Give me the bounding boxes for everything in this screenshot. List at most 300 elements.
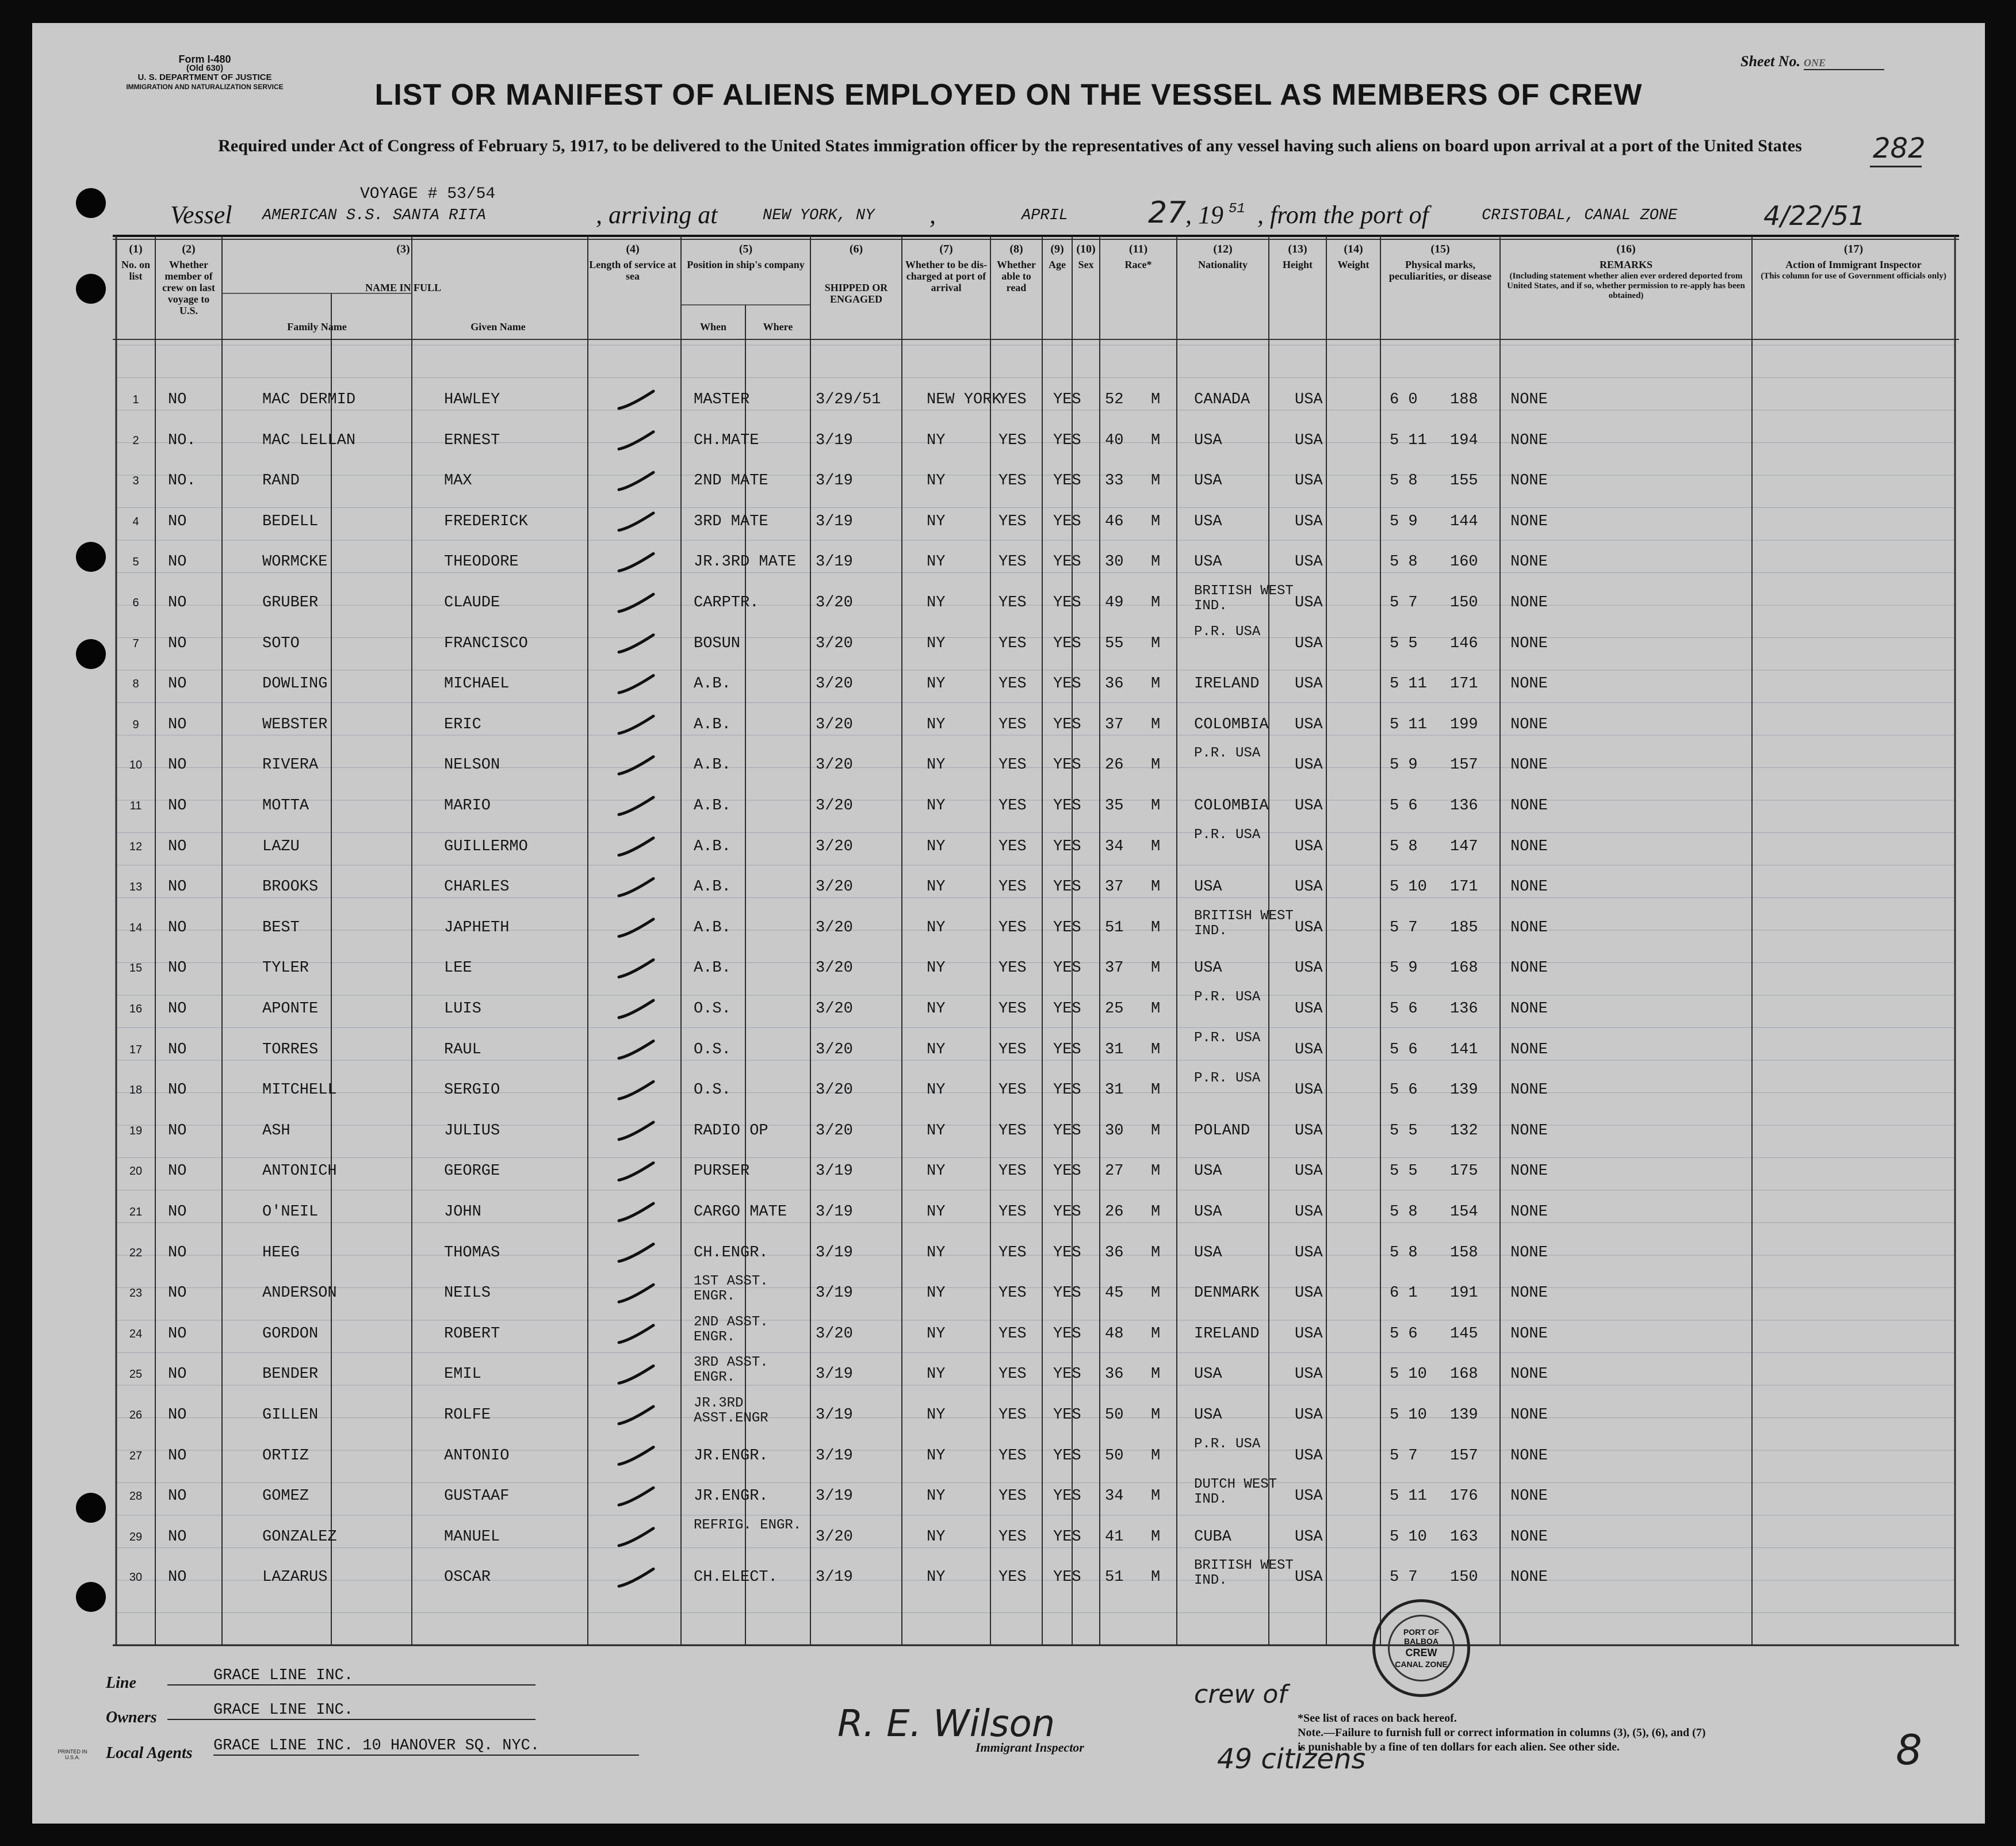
height-cell: 5 11 (1390, 716, 1427, 733)
height-cell: 5 7 (1390, 1447, 1418, 1465)
height-cell: 5 9 (1390, 756, 1418, 774)
shipped-where-cell: NY (927, 675, 946, 693)
height-cell: 6 0 (1390, 391, 1418, 408)
able-to-read-cell: YES (1053, 1325, 1081, 1343)
physical-marks-cell: NONE (1510, 1366, 1548, 1383)
position-cell: 3RD ASST. ENGR. (694, 1355, 768, 1386)
family-name-cell: BEST (262, 919, 300, 937)
agents-value: GRACE LINE INC. 10 HANOVER SQ. NYC. (213, 1737, 639, 1756)
column-number: (2) (182, 243, 196, 255)
shipped-when-cell: 3/19 (816, 553, 853, 571)
agents-label: Local Agents (106, 1744, 193, 1762)
nationality-cell: USA (1295, 1244, 1323, 1262)
service-check-mark (619, 716, 653, 733)
given-name-cell: FREDERICK (444, 513, 528, 530)
weight-cell: 188 (1450, 391, 1478, 408)
weight-cell: 185 (1450, 919, 1478, 937)
discharge-cell: YES (999, 1122, 1027, 1140)
race-cell: USA (1194, 1244, 1222, 1262)
failure-note: Note.—Failure to furnish full or correct information in columns (3), (5), (6), and (7) (1298, 1726, 1706, 1739)
nationality-cell: USA (1295, 878, 1323, 896)
shipped-where-cell: NY (927, 878, 946, 896)
given-name-cell: RAUL (444, 1041, 481, 1058)
nationality-cell: USA (1295, 1122, 1323, 1140)
physical-marks-cell: NONE (1510, 797, 1548, 815)
weight-cell: 157 (1450, 1447, 1478, 1465)
given-name-cell: ERNEST (444, 431, 500, 449)
column-number: (6) (849, 243, 863, 255)
family-name-cell: APONTE (262, 1000, 319, 1018)
able-to-read-cell: YES (1053, 838, 1081, 855)
sex-cell: M (1151, 1163, 1161, 1180)
given-name-cell: THEODORE (444, 553, 519, 571)
given-name-cell: CHARLES (444, 878, 510, 896)
prev-crew-cell: NO (168, 1244, 187, 1262)
race-cell: USA (1194, 960, 1222, 977)
age-cell: 37 (1105, 716, 1124, 733)
shipped-where-cell: NY (927, 472, 946, 490)
age-cell: 46 (1105, 513, 1124, 530)
service-check-mark (619, 1122, 653, 1140)
height-cell: 5 7 (1390, 594, 1418, 611)
row-number: 19 (129, 1124, 143, 1137)
height-cell: 5 8 (1390, 553, 1418, 571)
prev-crew-cell: NO (168, 1041, 187, 1058)
position-cell: O.S. (694, 1081, 731, 1099)
page-subtitle: Required under Act of Congress of February 5, 1917, to be delivered to the United States immigration officer by the representatives of any vessel having such aliens on board upon arrival at a port of the United States (218, 136, 1802, 155)
row-number: 4 (132, 515, 139, 528)
race-cell: IRELAND (1194, 675, 1260, 693)
discharge-cell: YES (999, 838, 1027, 855)
column-header: Height (1283, 259, 1313, 270)
race-cell: BRITISH WEST IND. (1194, 583, 1294, 614)
column-number: (1) (129, 243, 143, 255)
shipped-when-cell: 3/20 (816, 960, 853, 977)
age-cell: 51 (1105, 919, 1124, 937)
physical-marks-cell: NONE (1510, 960, 1548, 977)
able-to-read-cell: YES (1053, 1285, 1081, 1302)
age-cell: 55 (1105, 635, 1124, 652)
discharge-cell: YES (999, 716, 1027, 733)
race-cell: CUBA (1194, 1528, 1231, 1546)
column-header: Whether to be dis-charged at port of arrival (905, 259, 988, 293)
given-name-cell: GUILLERMO (444, 838, 528, 855)
weight-cell: 199 (1450, 716, 1478, 733)
arriving-value: NEW YORK, NY (763, 207, 875, 224)
stamp-top-text: PORT OF BALBOA (1403, 1627, 1440, 1646)
race-cell: IRELAND (1194, 1325, 1260, 1343)
shipped-where-cell: NY (927, 1081, 946, 1099)
line-label: Line (106, 1674, 136, 1692)
family-name-cell: ASH (262, 1122, 290, 1140)
physical-marks-cell: NONE (1510, 1285, 1548, 1302)
shipped-where-cell: NY (927, 756, 946, 774)
discharge-cell: YES (999, 391, 1027, 408)
nationality-cell: USA (1295, 472, 1323, 490)
shipped-where-cell: NY (927, 716, 946, 733)
nationality-cell: USA (1295, 1041, 1323, 1058)
position-cell: A.B. (694, 838, 731, 855)
nationality-cell: USA (1295, 716, 1323, 733)
port-of-balboa-stamp (1372, 1599, 1470, 1697)
physical-marks-cell: NONE (1510, 675, 1548, 693)
nationality-cell: USA (1295, 1366, 1323, 1383)
given-name-cell: ROLFE (444, 1407, 491, 1424)
column-number: (7) (939, 243, 953, 255)
physical-marks-cell: NONE (1510, 1488, 1548, 1505)
family-name-cell: WORMCKE (262, 553, 328, 571)
discharge-cell: YES (999, 553, 1027, 571)
row-number: 25 (129, 1368, 143, 1381)
shipped-when-cell: 3/20 (816, 1000, 853, 1018)
prev-crew-cell: NO (168, 594, 187, 611)
count-note-annotation: 49 citizens (1217, 1743, 1366, 1775)
height-cell: 5 10 (1390, 1407, 1427, 1424)
discharge-cell: YES (999, 960, 1027, 977)
column-header: No. on list (121, 259, 150, 282)
given-name-cell: OSCAR (444, 1569, 491, 1587)
service-check-mark (619, 1488, 653, 1505)
nationality-cell: USA (1295, 553, 1323, 571)
given-name-cell: LEE (444, 960, 472, 977)
service-check-mark (619, 553, 653, 571)
nationality-cell: USA (1295, 1528, 1323, 1546)
given-name-cell: LUIS (444, 1000, 481, 1018)
vessel-label: Vessel (170, 201, 232, 229)
nationality-cell: USA (1295, 1285, 1323, 1302)
shipped-where-cell: NY (927, 1041, 946, 1058)
discharge-cell: YES (999, 594, 1027, 611)
service-check-mark (619, 838, 653, 855)
column-number: (9) (1050, 243, 1064, 255)
weight-cell: 155 (1450, 472, 1478, 490)
nationality-cell: USA (1295, 1569, 1323, 1587)
service-check-mark (619, 513, 653, 530)
age-cell: 26 (1105, 1203, 1124, 1221)
weight-cell: 168 (1450, 960, 1478, 977)
service-check-mark (619, 919, 653, 937)
family-name-cell: BEDELL (262, 513, 319, 530)
physical-marks-cell: NONE (1510, 1325, 1548, 1343)
column-number: (14) (1344, 243, 1363, 255)
crew-note-annotation: crew of (1194, 1680, 1287, 1709)
family-name-cell: GRUBER (262, 594, 319, 611)
height-cell: 5 6 (1390, 1041, 1418, 1058)
row-number: 30 (129, 1571, 143, 1584)
sex-cell: M (1151, 756, 1161, 774)
weight-cell: 157 (1450, 756, 1478, 774)
column-header: Whether able to read (997, 259, 1036, 293)
weight-cell: 144 (1450, 513, 1478, 530)
given-name-cell: JAPHETH (444, 919, 510, 937)
discharge-cell: YES (999, 1203, 1027, 1221)
race-cell: P.R. USA (1194, 746, 1261, 762)
position-cell: CH.ENGR. (694, 1244, 768, 1262)
weight-cell: 163 (1450, 1528, 1478, 1546)
able-to-read-cell: YES (1053, 797, 1081, 815)
weight-cell: 147 (1450, 838, 1478, 855)
service-check-mark (619, 960, 653, 977)
arrival-year-suffix: 51 (1229, 201, 1245, 217)
row-number: 14 (129, 921, 143, 934)
able-to-read-cell: YES (1053, 1041, 1081, 1058)
shipped-when-cell: 3/20 (816, 756, 853, 774)
height-cell: 5 10 (1390, 1366, 1427, 1383)
shipped-when-cell: 3/20 (816, 635, 853, 652)
position-cell: BOSUN (694, 635, 741, 652)
shipped-when-cell: 3/19 (816, 1163, 853, 1180)
prev-crew-cell: NO. (168, 431, 196, 449)
prev-crew-cell: NO (168, 1407, 187, 1424)
column-header: Race* (1124, 259, 1152, 270)
given-name-cell: ERIC (444, 716, 481, 733)
physical-marks-cell: NONE (1510, 513, 1548, 530)
family-name-cell: RIVERA (262, 756, 319, 774)
shipped-where-cell: NY (927, 960, 946, 977)
service-check-mark (619, 432, 653, 449)
position-cell: REFRIG. ENGR. (694, 1517, 802, 1533)
position-cell: CARPTR. (694, 594, 759, 611)
prev-crew-cell: NO (168, 919, 187, 937)
service-check-mark (619, 1244, 653, 1262)
family-name-cell: TYLER (262, 960, 309, 977)
position-cell: 2ND MATE (694, 472, 768, 490)
sex-cell: M (1151, 513, 1161, 530)
column-number: (4) (626, 243, 640, 255)
physical-marks-cell: NONE (1510, 1447, 1548, 1465)
sex-cell: M (1151, 1366, 1161, 1383)
race-cell: COLOMBIA (1194, 797, 1269, 815)
family-name-cell: GOMEZ (262, 1488, 309, 1505)
sex-cell: M (1151, 472, 1161, 490)
age-cell: 45 (1105, 1285, 1124, 1302)
age-cell: 50 (1105, 1407, 1124, 1424)
manifest-sheet (32, 23, 1985, 1824)
arriving-label: , arriving at (596, 201, 718, 229)
printer-mark: PRINTED IN U.S.A. (58, 1749, 87, 1760)
shipped-where-cell: NY (927, 513, 946, 530)
given-name-cell: SERGIO (444, 1081, 500, 1099)
age-cell: 27 (1105, 1163, 1124, 1180)
nationality-cell: USA (1295, 1325, 1323, 1343)
family-name-cell: GILLEN (262, 1407, 319, 1424)
service-check-mark (619, 1366, 653, 1383)
height-cell: 5 8 (1390, 1203, 1418, 1221)
weight-cell: 158 (1450, 1244, 1478, 1262)
races-note: *See list of races on back hereof. (1298, 1712, 1457, 1725)
column-number: (11) (1128, 243, 1148, 255)
position-cell: CH.MATE (694, 431, 759, 449)
row-number: 28 (129, 1490, 143, 1503)
physical-marks-cell: NONE (1510, 1163, 1548, 1180)
family-name-cell: GORDON (262, 1325, 319, 1343)
age-cell: 36 (1105, 675, 1124, 693)
physical-marks-cell: NONE (1510, 553, 1548, 571)
height-cell: 5 5 (1390, 1122, 1418, 1140)
family-name-cell: GONZALEZ (262, 1528, 337, 1546)
nationality-cell: USA (1295, 1407, 1323, 1424)
able-to-read-cell: YES (1053, 635, 1081, 652)
row-number: 11 (129, 800, 142, 812)
sex-cell: M (1151, 919, 1161, 937)
weight-cell: 136 (1450, 797, 1478, 815)
shipped-where-cell: NY (927, 1122, 946, 1140)
arriving-comma: , (929, 201, 936, 229)
row-number: 3 (132, 475, 139, 488)
prev-crew-cell: NO (168, 1447, 187, 1465)
shipped-when-cell: 3/19 (816, 1244, 853, 1262)
height-cell: 5 9 (1390, 960, 1418, 977)
race-cell: USA (1194, 553, 1222, 571)
physical-marks-cell: NONE (1510, 878, 1548, 896)
discharge-cell: YES (999, 1325, 1027, 1343)
age-cell: 35 (1105, 797, 1124, 815)
race-cell: USA (1194, 1163, 1222, 1180)
position-cell: MASTER (694, 391, 750, 408)
column-header-detail: (Including statement whether alien ever ordered deported from United States, and if so, whether permission to re-apply has been obtained) (1507, 272, 1745, 300)
family-name-cell: LAZARUS (262, 1569, 328, 1587)
physical-marks-cell: NONE (1510, 635, 1548, 652)
nationality-cell: USA (1295, 756, 1323, 774)
prev-crew-cell: NO (168, 1163, 187, 1180)
able-to-read-cell: YES (1053, 1528, 1081, 1546)
column-number: (17) (1843, 243, 1864, 255)
row-number: 24 (129, 1327, 143, 1340)
column-header: Whether member of crew on last voyage to U.S. (162, 259, 215, 316)
height-cell: 5 6 (1390, 1000, 1418, 1018)
shipped-when-cell: 3/19 (816, 1407, 853, 1424)
physical-marks-cell: NONE (1510, 1244, 1548, 1262)
column-number: (10) (1076, 243, 1096, 255)
age-cell: 36 (1105, 1366, 1124, 1383)
column-number: (8) (1009, 243, 1023, 255)
shipped-when-cell: 3/19 (816, 1447, 853, 1465)
physical-marks-cell: NONE (1510, 838, 1548, 855)
row-number: 9 (132, 718, 139, 731)
position-cell: A.B. (694, 716, 731, 733)
vessel-value: AMERICAN S.S. SANTA RITA (262, 207, 486, 224)
sex-cell: M (1151, 1325, 1161, 1343)
discharge-cell: YES (999, 1244, 1027, 1262)
age-cell: 34 (1105, 838, 1124, 855)
prev-crew-cell: NO (168, 1366, 187, 1383)
physical-marks-cell: NONE (1510, 756, 1548, 774)
race-cell: BRITISH WEST IND. (1194, 1558, 1294, 1589)
prev-crew-cell: NO (168, 797, 187, 815)
row-number: 6 (132, 597, 139, 609)
service-check-mark (619, 1285, 653, 1302)
shipped-when-cell: 3/19 (816, 513, 853, 530)
sex-cell: M (1151, 1244, 1161, 1262)
prev-crew-cell: NO (168, 1081, 187, 1099)
nationality-cell: USA (1295, 960, 1323, 977)
position-cell: 3RD MATE (694, 513, 768, 530)
shipped-where-cell: NY (927, 431, 946, 449)
family-name-cell: MAC LELLAN (262, 431, 356, 449)
family-name-cell: WEBSTER (262, 716, 328, 733)
age-cell: 36 (1105, 1244, 1124, 1262)
given-name-cell: MARIO (444, 797, 491, 815)
weight-cell: 139 (1450, 1407, 1478, 1424)
column-subheader: When (699, 321, 726, 332)
nationality-cell: USA (1295, 1488, 1323, 1505)
owners-label: Owners (106, 1709, 157, 1726)
nationality-cell: USA (1295, 675, 1323, 693)
family-name-cell: MAC DERMID (262, 391, 356, 408)
able-to-read-cell: YES (1053, 1488, 1081, 1505)
column-header: SHIPPED OR ENGAGED (824, 282, 888, 305)
height-cell: 5 8 (1390, 1244, 1418, 1262)
row-number: 27 (129, 1449, 143, 1462)
position-cell: A.B. (694, 675, 731, 693)
position-cell: A.B. (694, 756, 731, 774)
position-cell: JR.3RD ASST.ENGR (694, 1396, 768, 1426)
column-header: Action of Immigrant Inspector (1785, 259, 1922, 270)
prev-crew-cell: NO (168, 635, 187, 652)
able-to-read-cell: YES (1053, 1569, 1081, 1587)
penalty-note: is punishable by a fine of ten dollars for each alien. See other side. (1298, 1741, 1620, 1753)
sex-cell: M (1151, 1569, 1161, 1587)
discharge-cell: YES (999, 1163, 1027, 1180)
service-check-mark (619, 675, 653, 693)
column-header: NAME IN FULL (365, 282, 441, 293)
service-check-mark (619, 878, 653, 896)
family-name-cell: BENDER (262, 1366, 319, 1383)
family-name-cell: RAND (262, 472, 300, 490)
prev-crew-cell: NO (168, 1122, 187, 1140)
row-number: 5 (132, 556, 139, 569)
prev-crew-cell: NO (168, 1488, 187, 1505)
given-name-cell: THOMAS (444, 1244, 500, 1262)
discharge-cell: YES (999, 919, 1027, 937)
row-number: 2 (132, 434, 139, 447)
sex-cell: M (1151, 878, 1161, 896)
position-cell: O.S. (694, 1041, 731, 1058)
age-cell: 31 (1105, 1081, 1124, 1099)
weight-cell: 150 (1450, 594, 1478, 611)
height-cell: 5 6 (1390, 1325, 1418, 1343)
nationality-cell: USA (1295, 594, 1323, 611)
weight-cell: 168 (1450, 1366, 1478, 1383)
given-name-cell: GEORGE (444, 1163, 500, 1180)
column-number: (13) (1288, 243, 1307, 255)
position-cell: 2ND ASST. ENGR. (694, 1314, 768, 1345)
able-to-read-cell: YES (1053, 1000, 1081, 1018)
prev-crew-cell: NO (168, 1285, 187, 1302)
race-cell: P.R. USA (1194, 1436, 1261, 1452)
physical-marks-cell: NONE (1510, 1000, 1548, 1018)
physical-marks-cell: NONE (1510, 1569, 1548, 1587)
service-check-mark (619, 391, 653, 408)
physical-marks-cell: NONE (1510, 1407, 1548, 1424)
discharge-cell: YES (999, 1366, 1027, 1383)
nationality-cell: USA (1295, 919, 1323, 937)
service-check-mark (619, 1000, 653, 1018)
weight-cell: 136 (1450, 1000, 1478, 1018)
able-to-read-cell: YES (1053, 1081, 1081, 1099)
shipped-when-cell: 3/19 (816, 1488, 853, 1505)
prev-crew-cell: NO (168, 513, 187, 530)
sex-cell: M (1151, 1447, 1161, 1465)
shipped-when-cell: 3/20 (816, 878, 853, 896)
shipped-where-cell: NY (927, 594, 946, 611)
physical-marks-cell: NONE (1510, 1203, 1548, 1221)
shipped-where-cell: NY (927, 1366, 946, 1383)
sex-cell: M (1151, 1122, 1161, 1140)
voyage-number: VOYAGE # 53/54 (360, 185, 496, 203)
position-cell: A.B. (694, 960, 731, 977)
shipped-when-cell: 3/20 (816, 919, 853, 937)
